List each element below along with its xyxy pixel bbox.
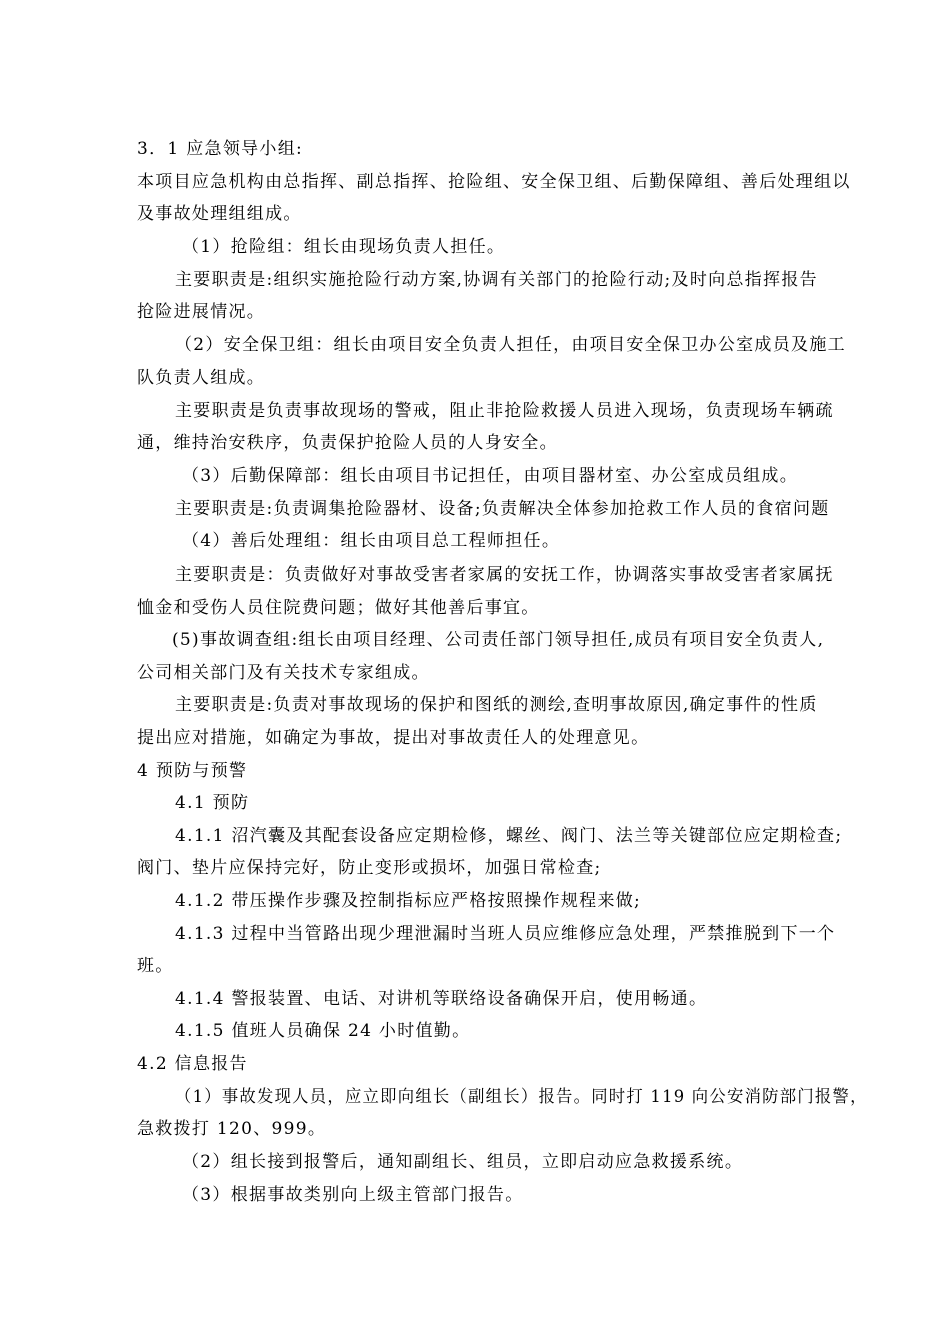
item-heading-rescue-group: （1）抢险组：组长由现场负责人担任。 xyxy=(182,237,506,257)
paragraph-line: 主要职责是：负责做好对事故受害者家属的安抚工作，协调落实事故受害者家属抚 xyxy=(175,565,834,585)
item-heading-investigation-group: (5)事故调查组:组长由项目经理、公司责任部门领导担任,成员有项目安全负责人, xyxy=(172,630,825,650)
paragraph-line: 4.1.2 带压操作步骤及控制指标应严格按照操作规程来做; xyxy=(175,891,642,911)
section-heading-4-2: 4.2 信息报告 xyxy=(137,1054,248,1074)
item-heading-security-group: （2）安全保卫组：组长由项目安全负责人担任，由项目安全保卫办公室成员及施工 xyxy=(175,335,846,355)
section-heading-4-1: 4.1 预防 xyxy=(175,793,250,813)
paragraph-line: 恤金和受伤人员住院费问题；做好其他善后事宜。 xyxy=(137,598,540,618)
paragraph-line: 4.1.4 警报装置、电话、对讲机等联络设备确保开启，使用畅通。 xyxy=(175,989,708,1009)
paragraph-line: 阀门、垫片应保持完好，防止变形或损坏，加强日常检查; xyxy=(137,858,602,878)
paragraph-line: 4.1.1 沼汽囊及其配套设备应定期检修，螺丝、阀门、法兰等关键部位应定期检查; xyxy=(175,826,843,846)
paragraph-line: （1）事故发现人员，应立即向组长（副组长）报告。同时打 119 向公安消防部门报警， xyxy=(175,1087,868,1107)
paragraph-line: 主要职责是:负责对事故现场的保护和图纸的测绘,查明事故原因,确定事件的性质 xyxy=(175,695,818,715)
paragraph-line: 及事故处理组组成。 xyxy=(137,204,302,224)
paragraph-line: 抢险进展情况。 xyxy=(137,302,266,322)
paragraph-line: 队负责人组成。 xyxy=(137,368,266,388)
paragraph-line: 提出应对措施，如确定为事故，提出对事故责任人的处理意见。 xyxy=(137,728,650,748)
paragraph-line: 公司相关部门及有关技术专家组成。 xyxy=(137,663,430,683)
paragraph-line: 通，维持治安秩序，负责保护抢险人员的人身安全。 xyxy=(137,433,558,453)
paragraph-line: 急救拨打 120、999。 xyxy=(137,1119,327,1139)
paragraph-line: 本项目应急机构由总指挥、副总指挥、抢险组、安全保卫组、后勤保障组、善后处理组以 xyxy=(137,172,851,192)
paragraph-line: 主要职责是负责事故现场的警戒，阻止非抢险救援人员进入现场，负责现场车辆疏 xyxy=(175,401,834,421)
paragraph-line: 班。 xyxy=(137,956,174,976)
item-heading-aftermath-group: （4）善后处理组：组长由项目总工程师担任。 xyxy=(182,531,561,551)
section-heading-4: 4 预防与预警 xyxy=(137,761,248,781)
paragraph-line: 主要职责是:组织实施抢险行动方案,协调有关部门的抢险行动;及时向总指挥报告 xyxy=(175,270,818,290)
paragraph-line: （2）组长接到报警后，通知副组长、组员，立即启动应急救援系统。 xyxy=(182,1152,744,1172)
paragraph-line: 主要职责是:负责调集抢险器材、设备;负责解决全体参加抢救工作人员的食宿问题 xyxy=(175,499,830,519)
paragraph-line: 4.1.3 过程中当管路出现少理泄漏时当班人员应维修应急处理，严禁推脱到下一个 xyxy=(175,924,836,944)
section-heading-3-1: 3．1 应急领导小组: xyxy=(137,139,304,159)
item-heading-logistics-group: （3）后勤保障部：组长由项目书记担任，由项目器材室、办公室成员组成。 xyxy=(182,466,799,486)
paragraph-line: （3）根据事故类别向上级主管部门报告。 xyxy=(182,1185,524,1205)
paragraph-line: 4.1.5 值班人员确保 24 小时值勤。 xyxy=(175,1021,471,1041)
